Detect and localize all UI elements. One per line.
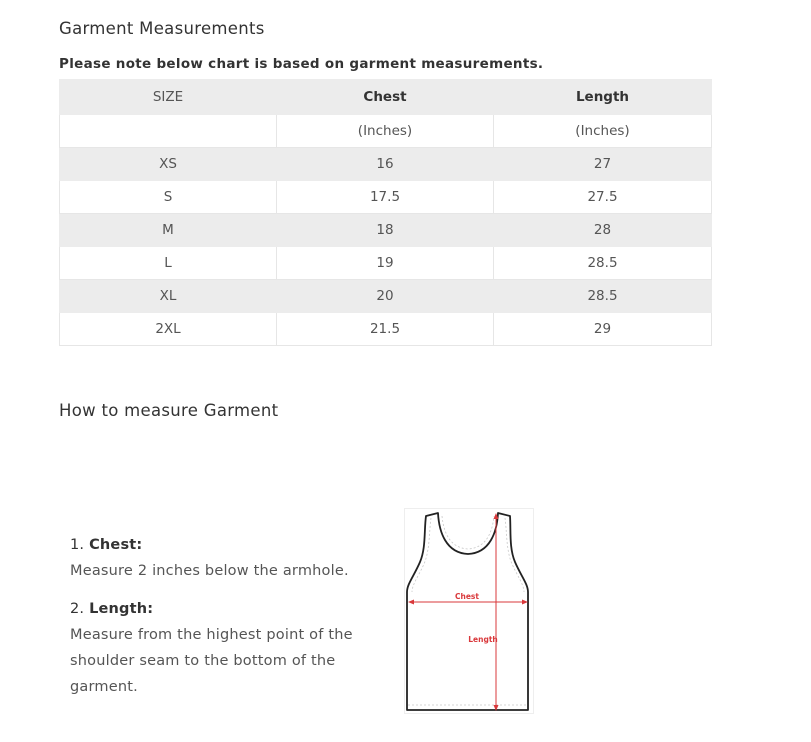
table-row	[60, 181, 712, 214]
cell-length: 28.5	[494, 280, 712, 313]
how-to-measure-heading: How to measure Garment	[59, 401, 279, 420]
instruction-label: Chest:	[89, 537, 143, 553]
instruction-label: Length:	[89, 601, 154, 617]
table-row	[60, 214, 712, 247]
instruction-number: 1.	[70, 537, 85, 553]
measure-instructions	[70, 532, 390, 700]
cell-size: XL	[60, 280, 277, 313]
cell-length: 27	[494, 148, 712, 181]
page-title: Garment Measurements	[59, 19, 265, 38]
cell-chest: 17.5	[277, 181, 494, 214]
table-units-row	[60, 115, 712, 148]
cell-length: 29	[494, 313, 712, 346]
cell-chest: 16	[277, 148, 494, 181]
table-row	[60, 280, 712, 313]
unit-length: (Inches)	[494, 115, 712, 148]
size-chart-table	[59, 79, 712, 346]
instruction-text: Measure from the highest point of the shoulder seam to the bottom of the garment.	[70, 627, 353, 695]
tank-top-diagram	[404, 508, 534, 714]
cell-size: L	[60, 247, 277, 280]
header-size: SIZE	[60, 80, 277, 115]
instruction-title	[70, 532, 390, 558]
table-row	[60, 148, 712, 181]
header-length: Length	[494, 80, 712, 115]
unit-size	[60, 115, 277, 148]
cell-size: 2XL	[60, 313, 277, 346]
length-label: Length	[468, 635, 498, 644]
cell-length: 28	[494, 214, 712, 247]
instruction-title	[70, 596, 390, 622]
table-header-row	[60, 80, 712, 115]
cell-length: 28.5	[494, 247, 712, 280]
cell-chest: 21.5	[277, 313, 494, 346]
chart-note: Please note below chart is based on garment measurements.	[59, 56, 544, 72]
instruction-number: 2.	[70, 601, 85, 617]
unit-chest: (Inches)	[277, 115, 494, 148]
chest-label: Chest	[455, 592, 479, 601]
header-chest: Chest	[277, 80, 494, 115]
table-row	[60, 247, 712, 280]
cell-size: XS	[60, 148, 277, 181]
cell-size: S	[60, 181, 277, 214]
cell-chest: 19	[277, 247, 494, 280]
cell-length: 27.5	[494, 181, 712, 214]
cell-size: M	[60, 214, 277, 247]
cell-chest: 20	[277, 280, 494, 313]
table-row	[60, 313, 712, 346]
cell-chest: 18	[277, 214, 494, 247]
instruction-text: Measure 2 inches below the armhole.	[70, 563, 349, 579]
